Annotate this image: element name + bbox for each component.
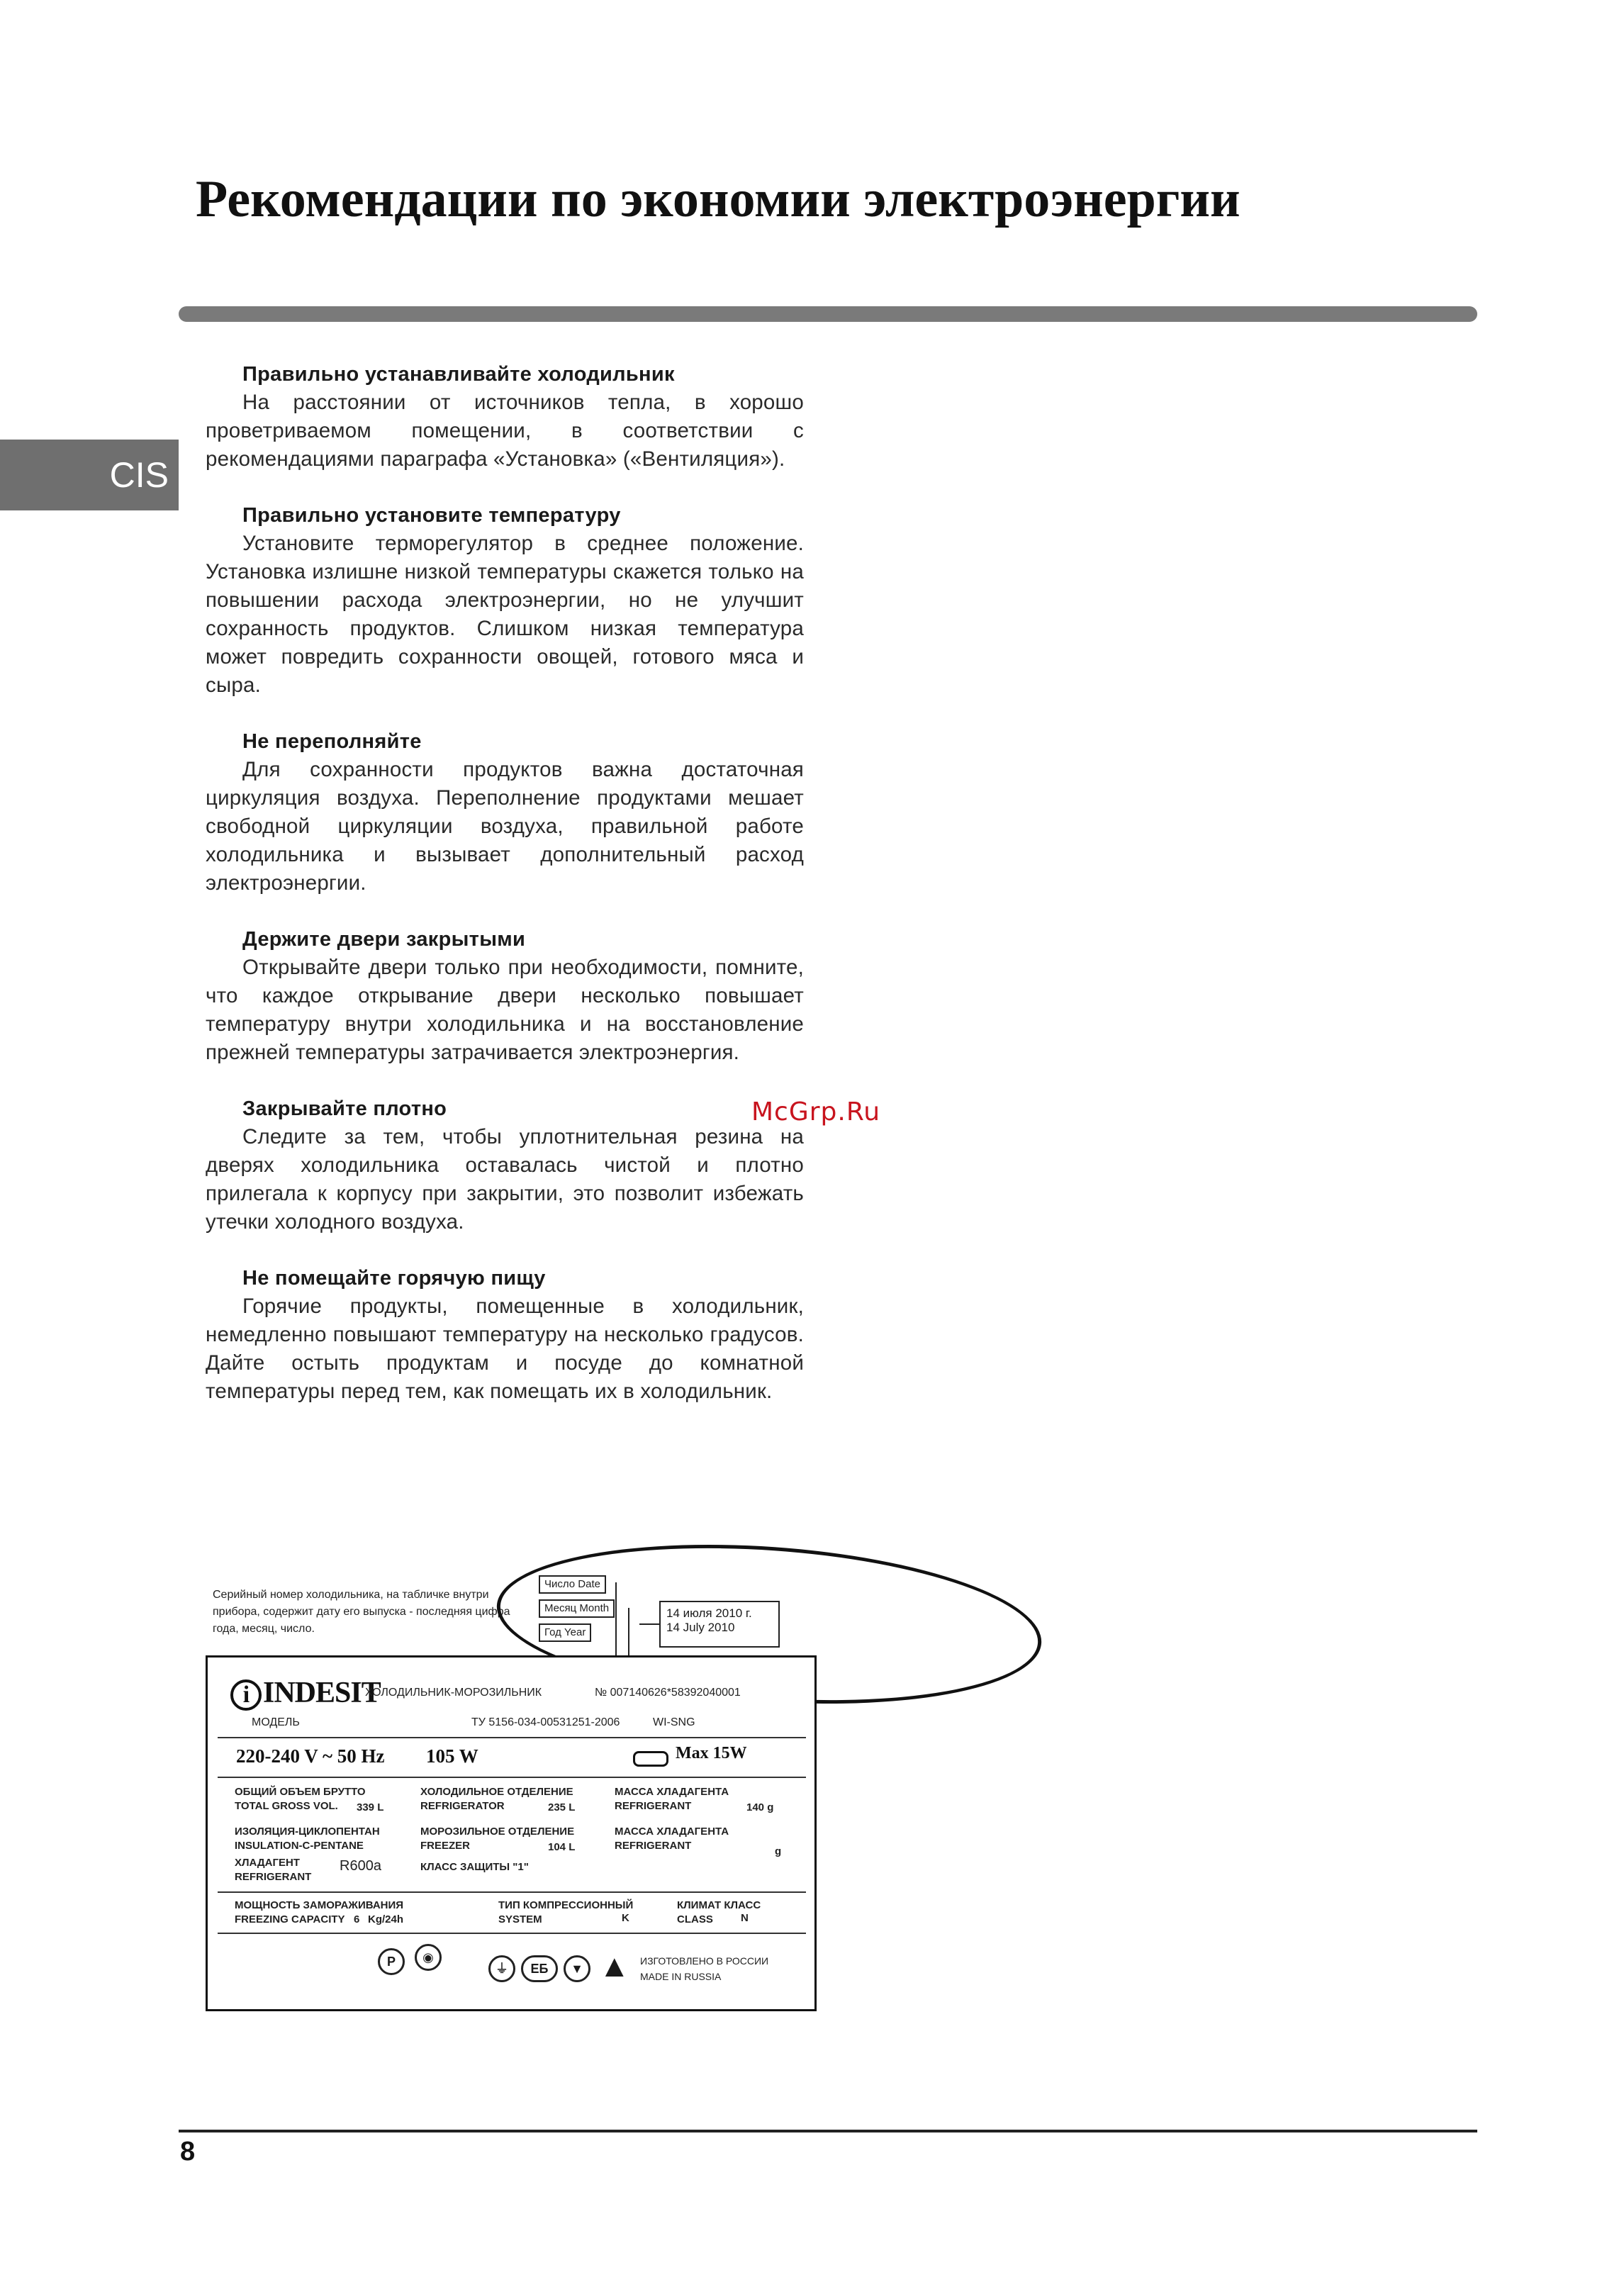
logo-i-icon: i bbox=[230, 1679, 262, 1711]
rating-plate-illustration bbox=[206, 1538, 844, 2020]
spec-comp-val: K bbox=[622, 1912, 629, 1924]
section-overfill bbox=[206, 727, 804, 898]
section-heading: Не помещайте горячую пищу bbox=[242, 1267, 546, 1290]
spec-freeze-unit: Kg/24h bbox=[368, 1913, 404, 1925]
spec-refr-mass2-en: REFRIGERANT bbox=[615, 1840, 692, 1852]
plate-divider bbox=[218, 1737, 806, 1738]
spec-refr-mass2-val: g bbox=[775, 1845, 782, 1857]
spec-comp-en: SYSTEM bbox=[498, 1913, 542, 1925]
plate-divider bbox=[218, 1777, 806, 1778]
made-in-en: MADE IN RUSSIA bbox=[640, 1971, 722, 1982]
product-name: ХОЛОДИЛЬНИК-МОРОЗИЛЬНИК bbox=[365, 1687, 542, 1699]
spec-fridge-en: REFRIGERATOR bbox=[420, 1800, 505, 1812]
spec-climate-en: CLASS bbox=[677, 1913, 713, 1925]
spec-refr-mass-val: 140 g bbox=[746, 1801, 774, 1813]
date-label-day: Число Date bbox=[539, 1575, 606, 1594]
safety-mark-icon: ▼ bbox=[564, 1955, 590, 1982]
spec-freeze-en: FREEZING CAPACITY bbox=[235, 1913, 345, 1925]
brand-logo: i INDESIT bbox=[230, 1676, 381, 1711]
plate-divider bbox=[218, 1891, 806, 1893]
spec-freeze-val: 6 bbox=[354, 1913, 360, 1925]
section-heading: Правильно устанавливайте холодильник bbox=[242, 363, 675, 386]
section-text: Открывайте двери только при необходимости, помните, что каждое открывание двери несколько повышает температуру внутри холодильника и на восстановление прежней температуры затрачивается электроэнергия. bbox=[206, 956, 804, 1064]
spec-fridge-ru: ХОЛОДИЛЬНОЕ ОТДЕЛЕНИЕ bbox=[420, 1786, 573, 1798]
date-example bbox=[659, 1601, 780, 1648]
factory-icon: ▲ bbox=[599, 1949, 630, 1984]
spec-climate-val: N bbox=[741, 1912, 749, 1924]
date-label-month: Месяц Month bbox=[539, 1599, 615, 1618]
spec-agent-ru: ХЛАДАГЕНТ bbox=[235, 1857, 300, 1869]
date-label-year: Год Year bbox=[539, 1623, 591, 1642]
section-text: Горячие продукты, помещенные в холодильник, немедленно повышают температуру на несколько градусов. Дайте остыть продуктам и посуде до комнатной температуры перед тем, как помещать их в холодильник. bbox=[206, 1295, 804, 1403]
spec-climate-ru: КЛИМАТ КЛАСС bbox=[677, 1899, 761, 1911]
spec-freezer-en: FREEZER bbox=[420, 1840, 471, 1852]
lamp-max: Max 15W bbox=[676, 1744, 747, 1762]
date-example-ru: 14 июля 2010 г. bbox=[666, 1606, 752, 1620]
section-heading: Правильно установите температуру bbox=[242, 504, 621, 527]
section-placement bbox=[206, 360, 804, 474]
spec-refr-mass-ru: МАССА ХЛАДАГЕНТА bbox=[615, 1786, 729, 1798]
spec-refr-mass2-ru: МАССА ХЛАДАГЕНТА bbox=[615, 1826, 729, 1838]
voltage: 220-240 V ~ 50 Hz bbox=[236, 1745, 385, 1767]
section-text: На расстоянии от источников тепла, в хорошо проветриваемом помещении, в соответствии с рекомендациями параграфа «Установка» («Вентиляция»). bbox=[206, 391, 804, 471]
section-text: Следите за тем, чтобы уплотнительная резина на дверях холодильника оставалась чистой и плотно прилегала к корпусу при закрытии, это позволит избежать утечки холодного воздуха. bbox=[206, 1125, 804, 1234]
spec-fridge-val: 235 L bbox=[548, 1801, 576, 1813]
watermark-link[interactable]: McGrp.Ru bbox=[751, 1097, 881, 1127]
section-heading: Держите двери закрытыми bbox=[242, 928, 526, 951]
language-tab: CIS bbox=[0, 440, 179, 510]
model-label: МОДЕЛЬ bbox=[252, 1716, 300, 1728]
spec-comp-ru: ТИП КОМПРЕССИОННЫЙ bbox=[498, 1899, 634, 1911]
standard-code: ТУ 5156-034-00531251-2006 bbox=[471, 1716, 620, 1728]
spec-freezer-ru: МОРОЗИЛЬНОЕ ОТДЕЛЕНИЕ bbox=[420, 1826, 575, 1838]
ground-symbol-icon: ⏚ bbox=[488, 1955, 515, 1982]
section-text: Для сохранности продуктов важна достаточная циркуляция воздуха. Переполнение продуктами мешает свободной циркуляции воздуха, правильной работе холодильника и вызывает дополнительный расход электроэнергии. bbox=[206, 758, 804, 895]
section-heading: Не переполняйте bbox=[242, 730, 422, 753]
header-divider bbox=[179, 306, 1477, 322]
gost-mark-icon: ◉ bbox=[415, 1944, 442, 1971]
page-number: 8 bbox=[180, 2137, 196, 2167]
made-in-ru: ИЗГОТОВЛЕНО В РОССИИ bbox=[640, 1955, 769, 1967]
serial-number: № 007140626*58392040001 bbox=[595, 1687, 741, 1699]
spec-insul-ru: ИЗОЛЯЦИЯ-ЦИКЛОПЕНТАН bbox=[235, 1826, 380, 1838]
eac-mark-icon: ЕБ bbox=[521, 1955, 558, 1982]
page-title: Рекомендации по экономии электроэнергии bbox=[196, 170, 1241, 228]
wattage: 105 W bbox=[426, 1745, 478, 1767]
spec-gross-val: 339 L bbox=[357, 1801, 384, 1813]
callout-line bbox=[639, 1623, 659, 1625]
spec-agent-val: R600a bbox=[340, 1858, 381, 1874]
spec-protection: КЛАСС ЗАЩИТЫ "1" bbox=[420, 1861, 529, 1873]
certification-mark-icon: Р bbox=[378, 1948, 405, 1975]
section-hot-food bbox=[206, 1264, 804, 1406]
section-doors-closed bbox=[206, 925, 804, 1067]
spec-agent-en: REFRIGERANT bbox=[235, 1871, 312, 1883]
section-temperature bbox=[206, 501, 804, 700]
footer-divider bbox=[179, 2130, 1477, 2132]
date-example-en: 14 July 2010 bbox=[666, 1621, 735, 1634]
section-text: Установите терморегулятор в среднее положение. Установка излишне низкой температуры скажется только на повышении расхода электроэнергии, но не улучшит сохранность продуктов. Слишком низкая температура может повредить сохранности овощей, готового мяса и сыра. bbox=[206, 532, 804, 697]
serial-note: Серийный номер холодильника, на табличке внутри прибора, содержит дату его выпуска - последняя цифра года, месяц, число. bbox=[213, 1589, 510, 1635]
recommendations-column bbox=[206, 360, 804, 1433]
spec-freezer-val: 104 L bbox=[548, 1841, 576, 1853]
section-heading: Закрывайте плотно bbox=[242, 1097, 447, 1120]
spec-refr-mass-en: REFRIGERANT bbox=[615, 1800, 692, 1812]
lamp-icon bbox=[633, 1751, 668, 1767]
plate-divider bbox=[218, 1933, 806, 1934]
model-code: WI-SNG bbox=[653, 1716, 695, 1728]
spec-freeze-ru: МОЩНОСТЬ ЗАМОРАЖИВАНИЯ bbox=[235, 1899, 404, 1911]
section-close-tightly bbox=[206, 1095, 804, 1236]
spec-gross-en: TOTAL GROSS VOL. bbox=[235, 1800, 338, 1812]
rating-plate bbox=[206, 1655, 817, 2011]
spec-insul-en: INSULATION-C-PENTANE bbox=[235, 1840, 364, 1852]
spec-gross-ru: ОБЩИЙ ОБЪЕМ БРУТТО bbox=[235, 1786, 366, 1798]
